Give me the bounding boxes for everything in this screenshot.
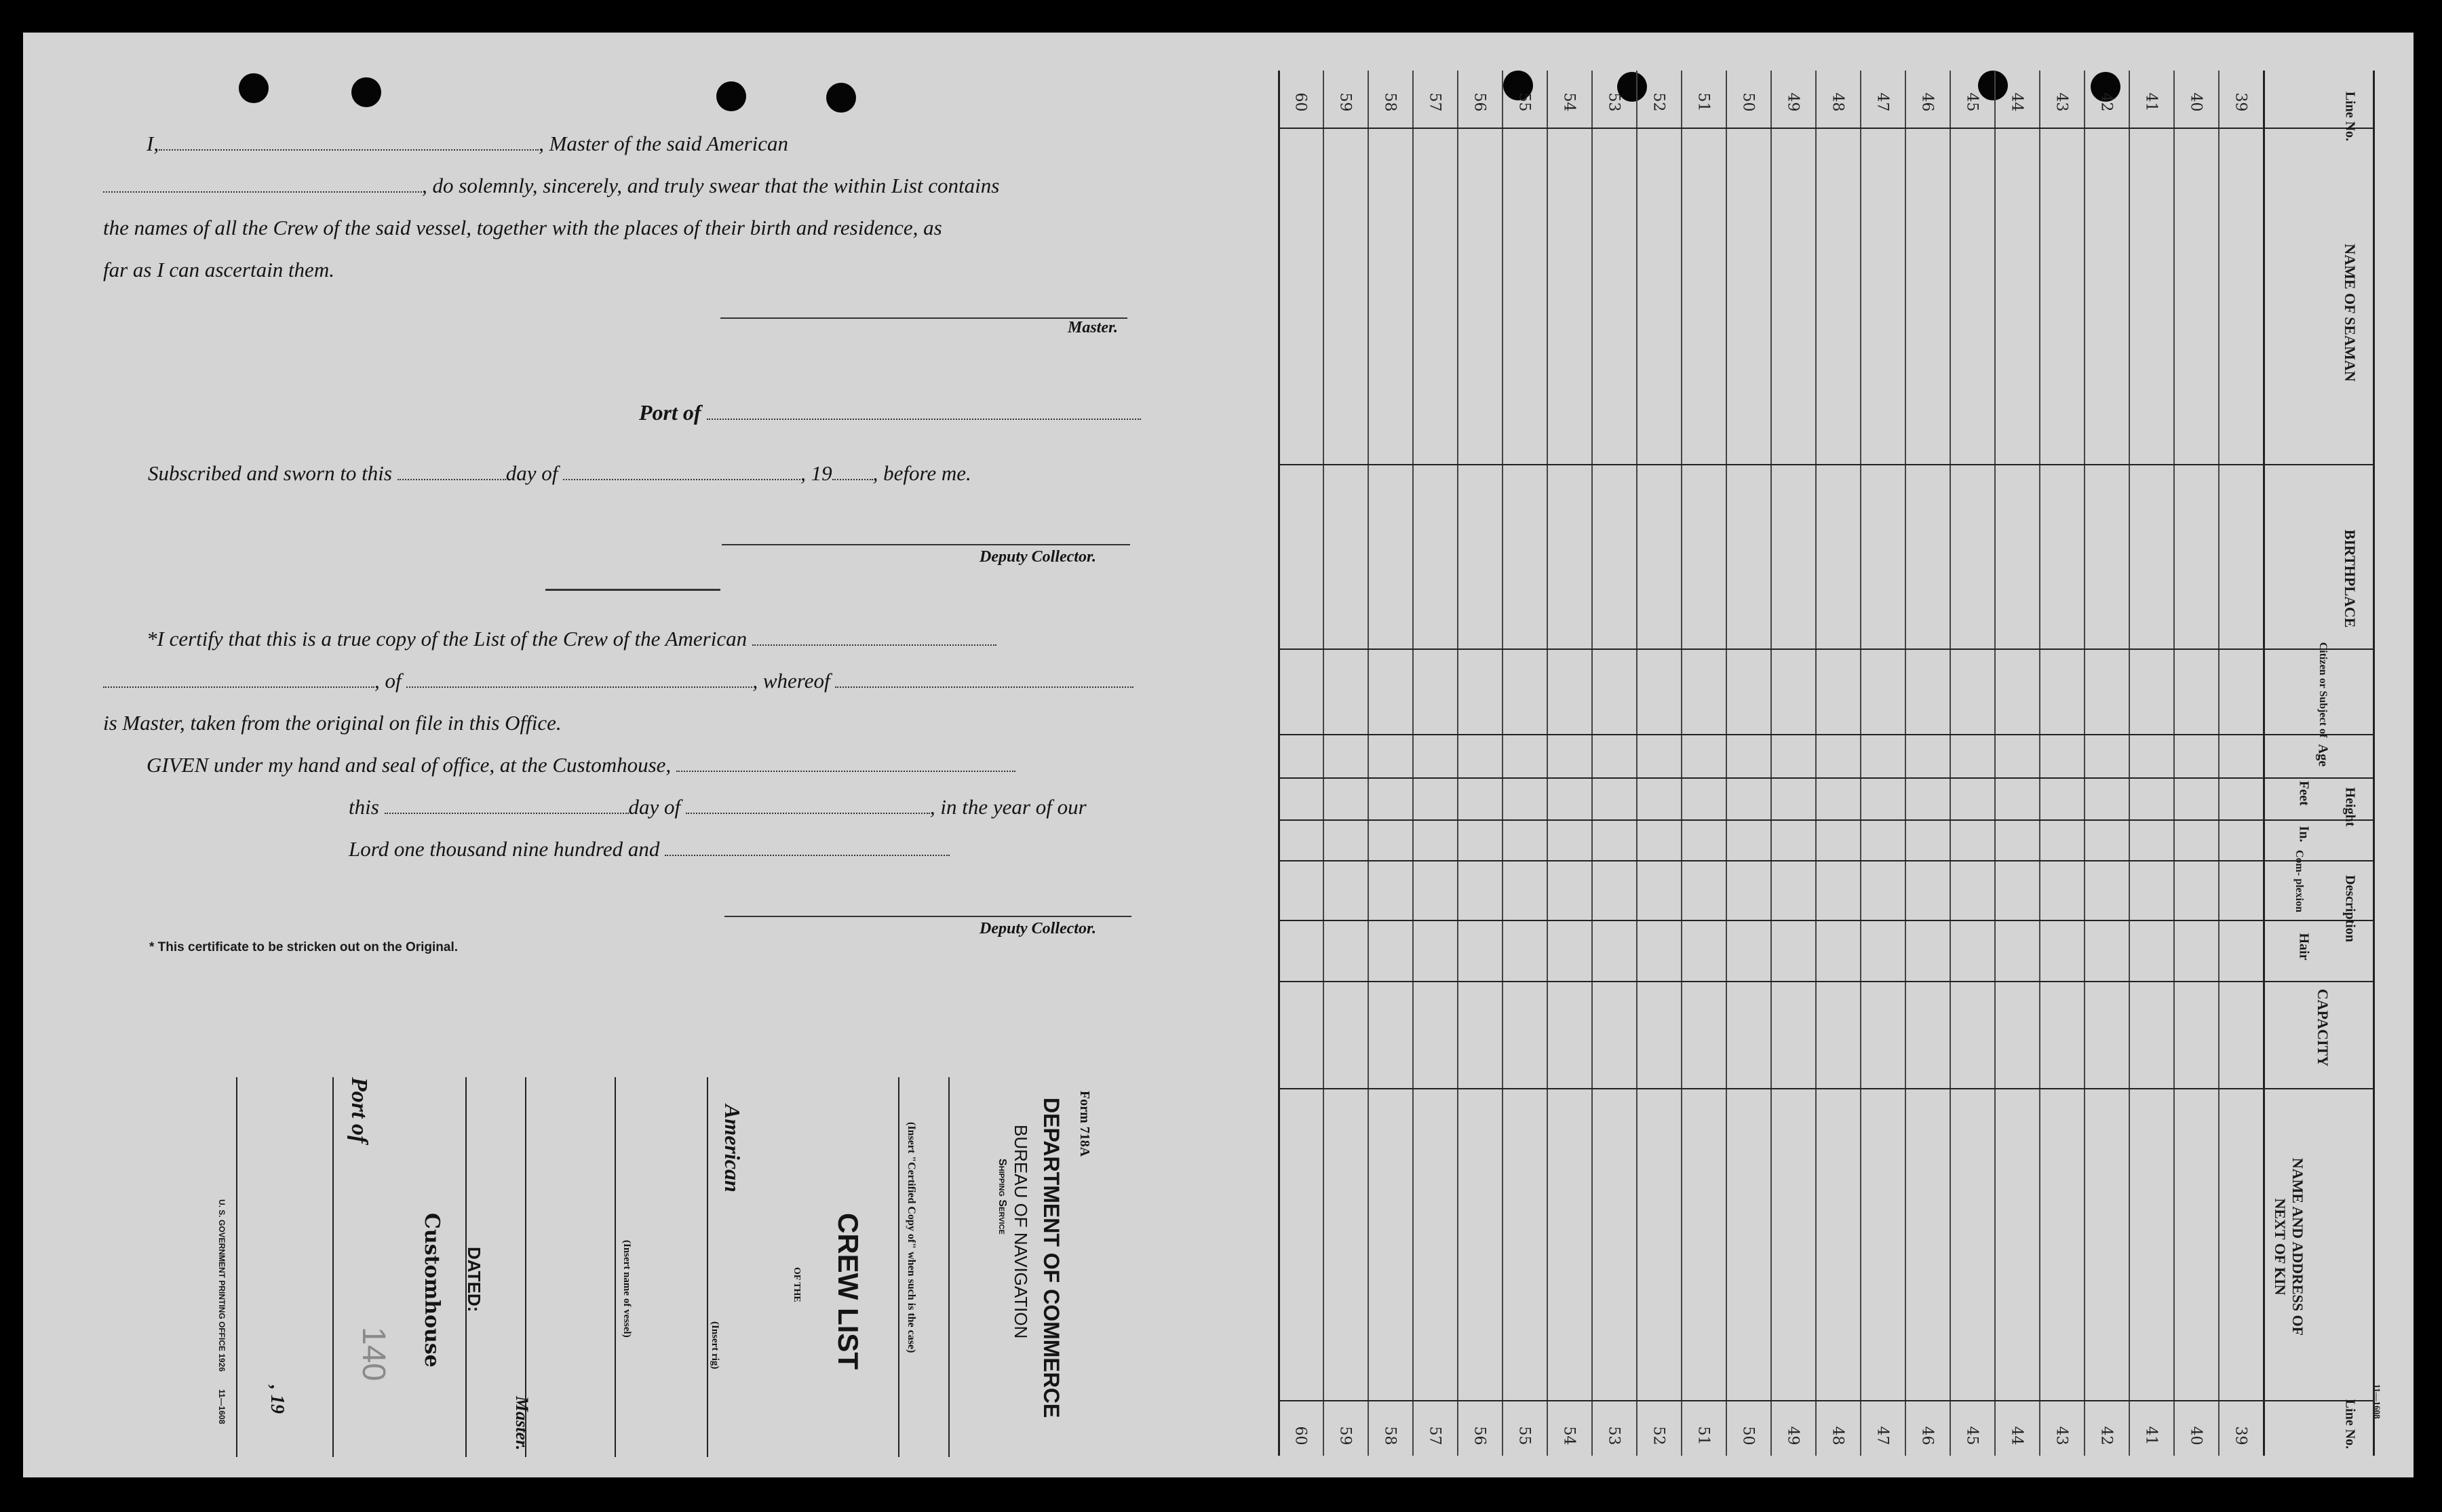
- header-next-of-kin: NAME AND ADDRESS OF NEXT OF KIN: [2272, 1157, 2306, 1336]
- row-number: 57: [1426, 92, 1443, 112]
- row-divider: [1368, 71, 1369, 1456]
- row-divider: [1681, 71, 1682, 1456]
- column-divider: [1278, 648, 2373, 650]
- row-divider: [1950, 71, 1951, 1456]
- row-number: 46: [1918, 92, 1936, 112]
- header-age: Age: [2315, 743, 2331, 767]
- oath-line-3: the names of all the Crew of the said vessel, together with the places of their birth and residence, as: [103, 216, 942, 239]
- row-number: 51: [1694, 1426, 1712, 1446]
- punch-hole: [239, 73, 269, 103]
- cover-customhouse: Customhouse: [420, 1213, 444, 1368]
- row-divider: [1323, 71, 1324, 1456]
- cover-of-the: OF THE: [792, 1267, 802, 1302]
- row-divider: [1636, 71, 1637, 1456]
- row-number: 50: [1739, 92, 1757, 112]
- row-number: 53: [1605, 92, 1623, 112]
- column-divider: [1278, 128, 2373, 129]
- deputy-signature-label: Deputy Collector.: [980, 548, 1096, 566]
- cover-rule: [332, 1077, 334, 1457]
- cover-insert-vessel: (Insert name of vessel): [621, 1240, 632, 1338]
- row-number: 43: [2053, 92, 2070, 112]
- header-complexion: Com- plexion: [2293, 850, 2305, 912]
- row-number: 39: [2232, 92, 2249, 112]
- table-code: 11—1608: [2372, 1384, 2382, 1419]
- row-number: 45: [1963, 92, 1981, 112]
- row-number: 41: [2142, 92, 2160, 112]
- master-signature-line: [720, 317, 1127, 319]
- row-divider: [1591, 71, 1593, 1456]
- certify-line-4: GIVEN under my hand and seal of office, at the Customhouse,: [147, 753, 1015, 777]
- cover-nineteen: , 19: [267, 1385, 288, 1414]
- cover-rule: [615, 1077, 616, 1457]
- cover-american: American: [720, 1104, 745, 1193]
- oath-line-1: I, , Master of the said American: [147, 132, 789, 155]
- cover-port-of: Port of: [347, 1077, 372, 1144]
- row-number: 59: [1336, 1426, 1354, 1446]
- row-number: 40: [2187, 92, 2205, 112]
- row-divider: [1905, 71, 1906, 1456]
- punch-hole: [826, 83, 856, 113]
- header-inches: In.: [2296, 826, 2312, 842]
- cover-rule: [707, 1077, 708, 1457]
- cover-code: 11—1608: [217, 1389, 227, 1424]
- row-number: 60: [1292, 92, 1309, 112]
- cover-stamp: 140: [355, 1327, 391, 1382]
- certificate-footnote: * This certificate to be stricken out on the Original.: [149, 940, 459, 954]
- crew-list-form: [23, 33, 2414, 1477]
- row-number: 47: [1874, 1426, 1891, 1446]
- row-divider: [1815, 71, 1817, 1456]
- row-divider: [1502, 71, 1503, 1456]
- row-number: 56: [1471, 92, 1488, 112]
- footer-line-no: Line No.: [2342, 1399, 2358, 1450]
- column-divider: [1278, 464, 2373, 465]
- column-divider: [1278, 819, 2373, 821]
- row-number: 42: [2097, 92, 2115, 112]
- cover-crew-list: CREW LIST: [832, 1213, 864, 1370]
- header-name-of-seaman: NAME OF SEAMAN: [2342, 244, 2359, 382]
- cover-form-number: Form 718A: [1077, 1091, 1092, 1157]
- punch-hole: [716, 81, 746, 111]
- row-divider: [2173, 71, 2175, 1456]
- cover-rule: [236, 1077, 237, 1457]
- cover-master: Master.: [512, 1396, 532, 1451]
- column-divider: [1278, 1088, 2373, 1089]
- punch-hole: [351, 77, 381, 107]
- row-divider: [1994, 71, 1996, 1456]
- cover-printer: U. S. GOVERNMENT PRINTING OFFICE 1926: [217, 1199, 227, 1372]
- row-number: 43: [2053, 1426, 2070, 1446]
- row-number: 55: [1515, 92, 1533, 112]
- header-citizen: Citizen or Subject of: [2317, 642, 2329, 738]
- cover-rule: [948, 1077, 950, 1457]
- row-number: 47: [1874, 92, 1891, 112]
- row-number: 58: [1381, 92, 1399, 112]
- row-number: 42: [2097, 1426, 2115, 1446]
- cover-bureau: BUREAU OF NAVIGATION: [1011, 1125, 1031, 1339]
- header-height: Height: [2342, 787, 2358, 827]
- table-border: [2263, 71, 2265, 1456]
- cover-insert-copy: (Insert "Certified Copy of" when such is the case): [906, 1122, 917, 1353]
- row-number: 49: [1784, 1426, 1802, 1446]
- cover-dated: DATED:: [464, 1247, 484, 1313]
- header-capacity: CAPACITY: [2314, 988, 2331, 1067]
- header-hair: Hair: [2296, 933, 2312, 961]
- row-number: 41: [2142, 1426, 2160, 1446]
- row-number: 51: [1694, 92, 1712, 112]
- row-number: 55: [1515, 1426, 1533, 1446]
- oath-line-4: far as I can ascertain them.: [103, 258, 334, 282]
- row-divider: [2084, 71, 2085, 1456]
- subscribed-line: Subscribed and sworn to this day of , 19 , before me.: [148, 461, 971, 485]
- header-line-no: Line No.: [2342, 91, 2358, 142]
- certify-line-1: *I certify that this is a true copy of the List of the Crew of the American: [147, 627, 996, 651]
- header-birthplace: BIRTHPLACE: [2342, 529, 2359, 628]
- row-number: 52: [1650, 92, 1667, 112]
- row-divider: [1457, 71, 1458, 1456]
- row-number: 52: [1650, 1426, 1667, 1446]
- row-number: 54: [1560, 1426, 1578, 1446]
- row-number: 50: [1739, 1426, 1757, 1446]
- certify-line-5: this day of , in the year of our: [349, 795, 1087, 819]
- column-divider: [1278, 981, 2373, 982]
- row-number: 48: [1829, 1426, 1846, 1446]
- cover-insert-rig: (Insert rig): [710, 1321, 720, 1370]
- row-number: 48: [1829, 92, 1846, 112]
- row-number: 56: [1471, 1426, 1488, 1446]
- table-border: [1278, 71, 1280, 1456]
- cover-rule: [898, 1077, 899, 1457]
- column-divider: [1278, 777, 2373, 779]
- row-divider: [2039, 71, 2040, 1456]
- certify-line-2: , of , whereof: [103, 669, 1133, 693]
- column-divider: [1278, 860, 2373, 861]
- header-description: Description: [2342, 875, 2358, 942]
- cover-department: DEPARTMENT OF COMMERCE: [1039, 1098, 1064, 1418]
- row-number: 40: [2187, 1426, 2205, 1446]
- row-number: 49: [1784, 92, 1802, 112]
- row-divider: [1726, 71, 1727, 1456]
- master-signature-label: Master.: [1068, 319, 1119, 336]
- row-number: 45: [1963, 1426, 1981, 1446]
- table-border: [2373, 71, 2375, 1456]
- column-divider: [1278, 734, 2373, 735]
- certify-line-6: Lord one thousand nine hundred and: [349, 837, 950, 861]
- row-number: 39: [2232, 1426, 2249, 1446]
- row-number: 58: [1381, 1426, 1399, 1446]
- row-number: 44: [2008, 92, 2026, 112]
- row-divider: [1860, 71, 1861, 1456]
- punch-hole: [1978, 71, 2008, 100]
- deputy-signature-label-2: Deputy Collector.: [980, 920, 1096, 937]
- row-number: 46: [1918, 1426, 1936, 1446]
- row-divider: [1770, 71, 1772, 1456]
- column-divider: [1278, 920, 2373, 921]
- row-number: 54: [1560, 92, 1578, 112]
- cover-service: Shipping Service: [996, 1159, 1008, 1235]
- row-divider: [2218, 71, 2220, 1456]
- row-number: 59: [1336, 92, 1354, 112]
- column-divider: [1278, 1400, 2373, 1401]
- row-number: 53: [1605, 1426, 1623, 1446]
- oath-line-2: , do solemnly, sincerely, and truly swear that the within List contains: [103, 174, 999, 198]
- deputy-signature-line-2: [724, 916, 1131, 917]
- row-number: 57: [1426, 1426, 1443, 1446]
- deputy-signature-line: [722, 544, 1130, 545]
- row-divider: [2129, 71, 2130, 1456]
- row-number: 60: [1292, 1426, 1309, 1446]
- row-divider: [1412, 71, 1414, 1456]
- header-feet: Feet: [2296, 781, 2312, 806]
- port-of-line: Port of: [639, 400, 1141, 425]
- row-number: 44: [2008, 1426, 2026, 1446]
- section-divider: [545, 589, 720, 591]
- certify-line-3: is Master, taken from the original on file in this Office.: [103, 711, 562, 735]
- row-divider: [1547, 71, 1548, 1456]
